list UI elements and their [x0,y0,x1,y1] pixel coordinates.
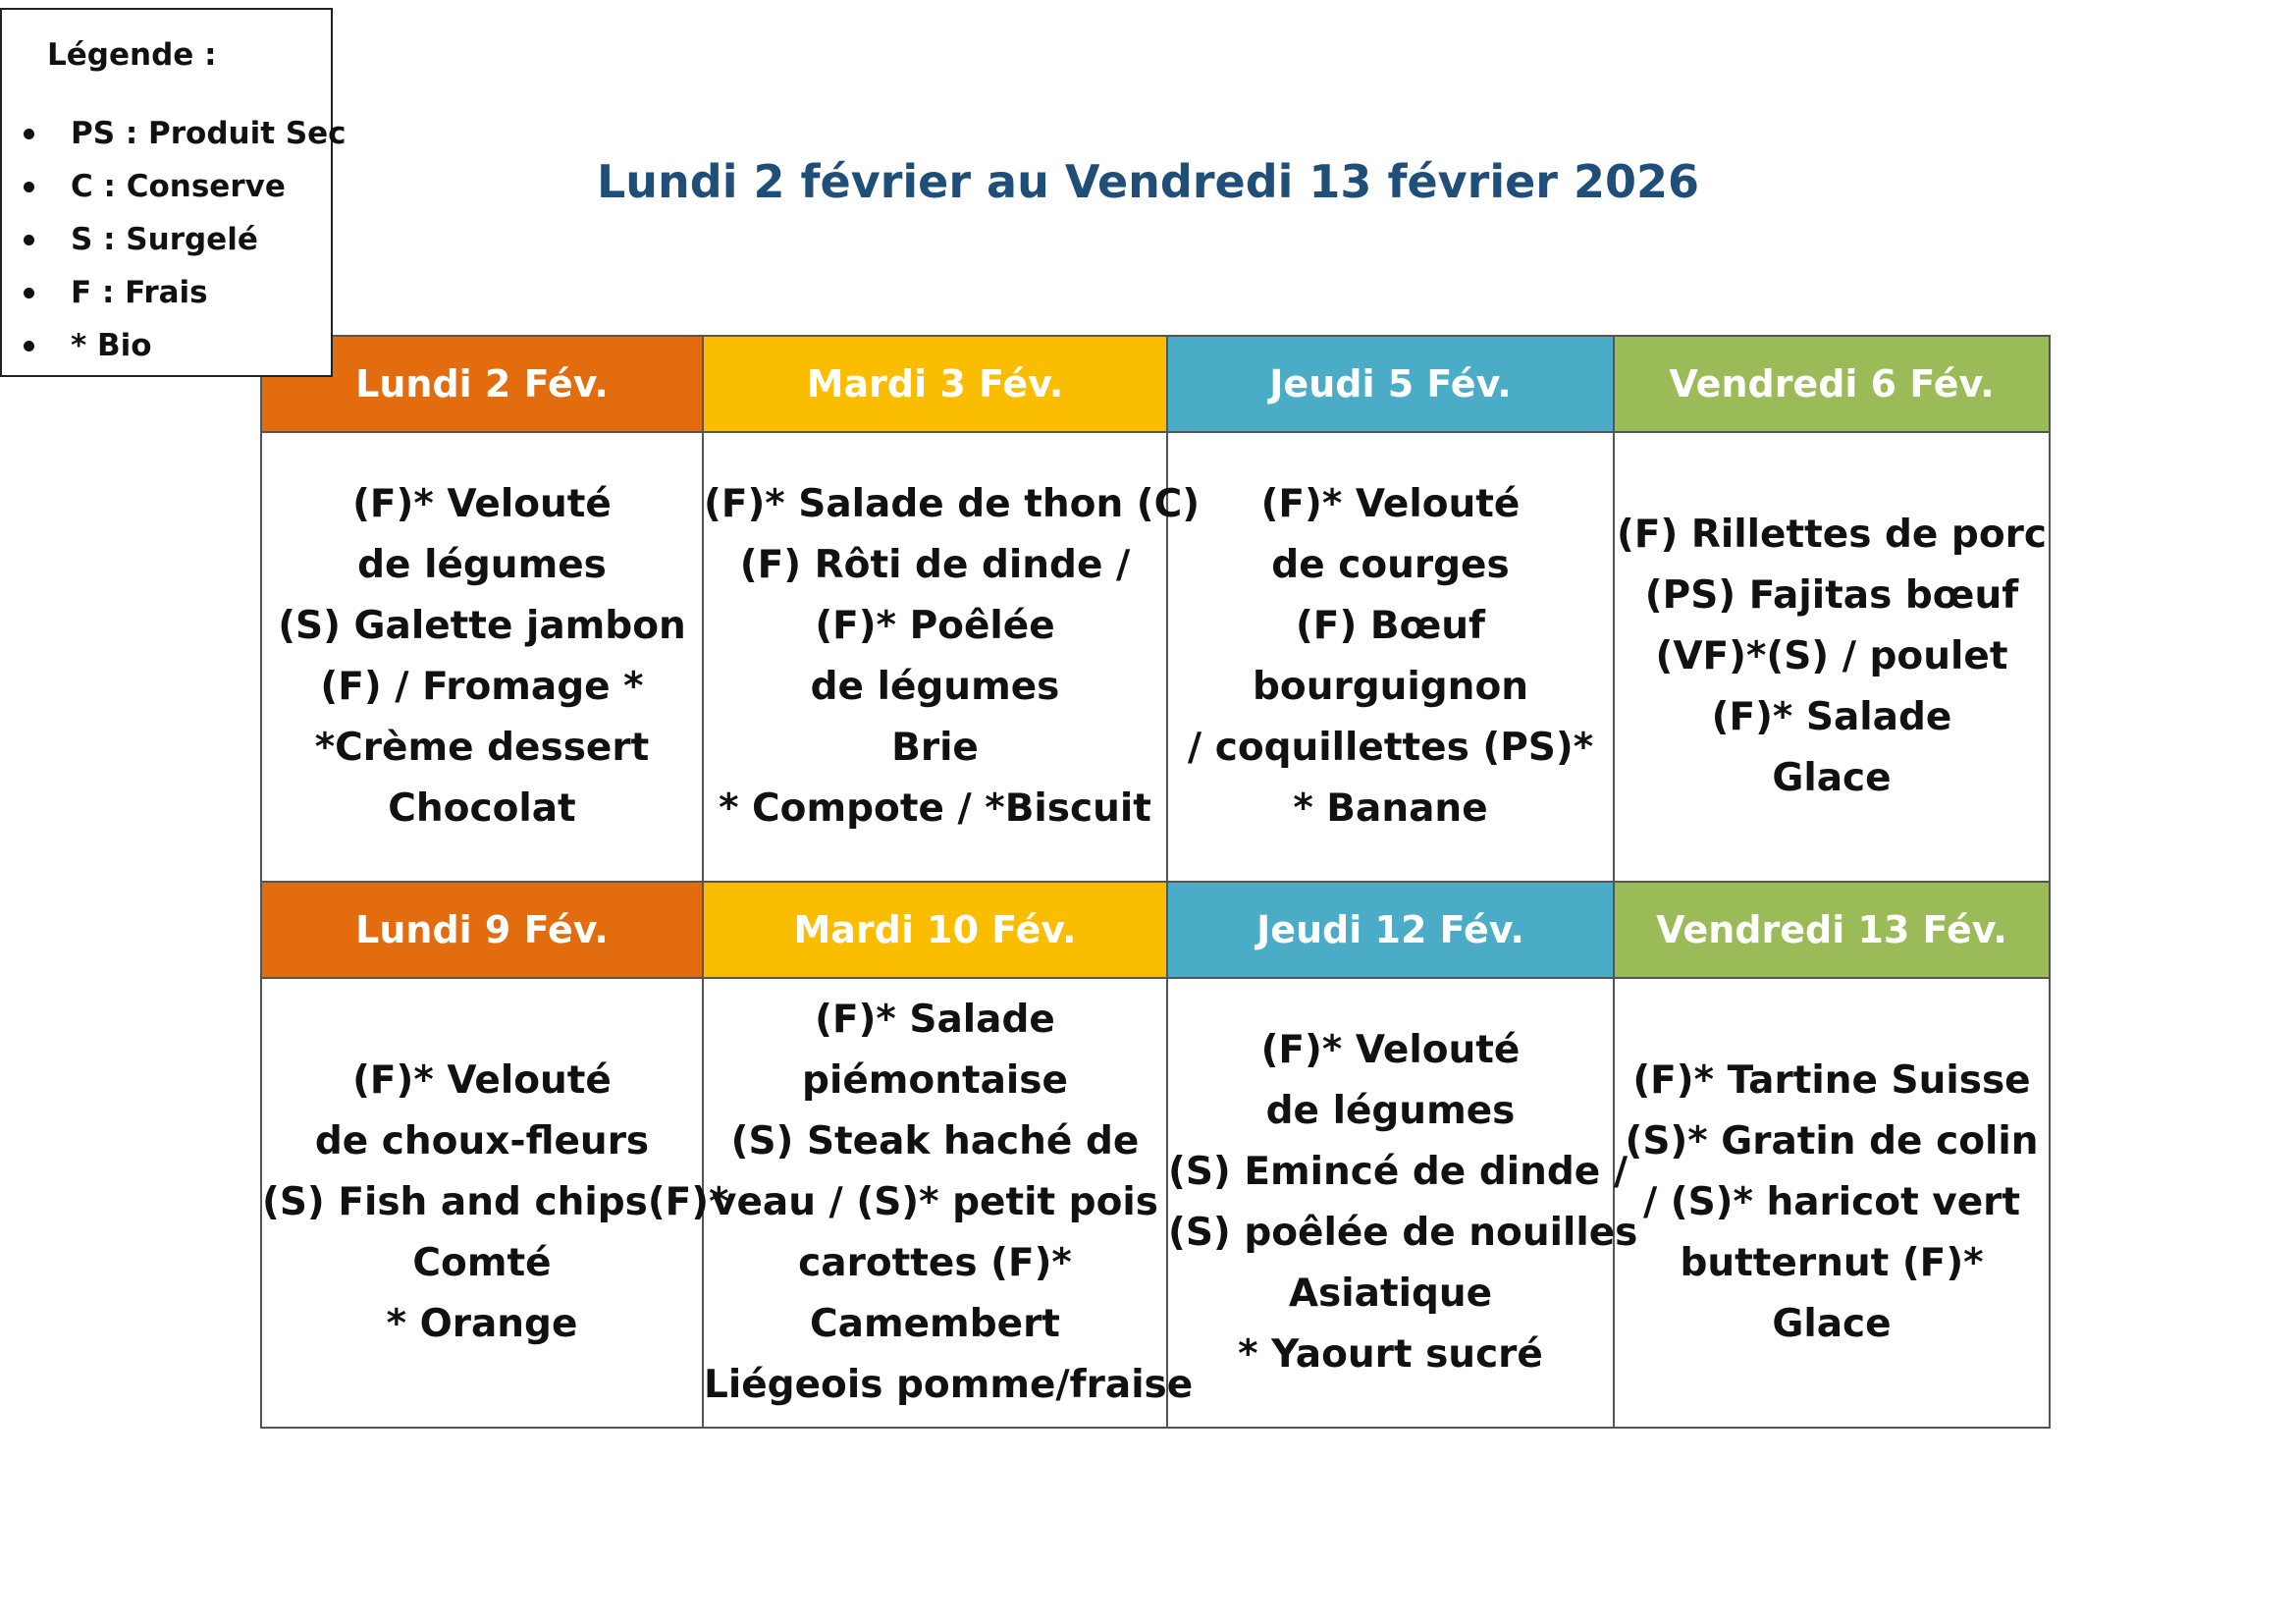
legend-item-label: F : Frais [71,275,208,310]
menu-line: Glace [1772,756,1892,800]
legend-item-label: * Bio [71,328,152,363]
menu-line: (PS) Fajitas bœuf [1644,573,2019,618]
menu-line: de légumes [810,665,1060,709]
menu-cell-mardi-3 [703,432,1201,882]
menu-cell-lundi-2 [261,432,703,882]
menu-cell-jeudi-12 [1167,978,1638,1428]
menu-line: (F)* Velouté [352,482,612,526]
menu-cell-vendredi-13 [1614,978,2050,1428]
week-1-header-row [261,336,2050,432]
menu-cell-vendredi-6 [1614,432,2050,882]
bullet-icon [24,341,34,352]
legend-item-label: C : Conserve [71,169,286,204]
day-header-jeudi-12: Jeudi 12 Fév. [1167,882,1614,978]
legend-item [2,218,347,271]
menu-line: (S) Galette jambon [278,604,686,648]
bullet-icon [24,182,34,192]
menu-line: de légumes [1265,1089,1516,1133]
week-1-menu-row [261,432,2050,882]
day-header-vendredi-13: Vendredi 13 Fév. [1614,882,2050,978]
page-title: Lundi 2 février au Vendredi 13 février 2026 [596,155,1700,208]
legend-item [2,324,347,377]
day-header-jeudi-5: Jeudi 5 Fév. [1167,336,1614,432]
menu-line: Asiatique [1288,1272,1493,1316]
legend-list [2,112,347,377]
legend-item-label: PS : Produit Sec [71,116,347,151]
menu-line: (S)* Gratin de colin [1625,1119,2039,1164]
legend-item-label: S : Surgelé [71,222,258,257]
menu-line: de choux-fleurs [314,1119,650,1164]
legend-item [2,271,347,324]
legend-item [2,165,347,218]
menu-table [260,335,2051,1429]
menu-line: (F)* Velouté [1260,1028,1521,1072]
day-header-vendredi-6: Vendredi 6 Fév. [1614,336,2050,432]
menu-line: butternut (F)* [1680,1241,1984,1285]
menu-line: Camembert [810,1302,1060,1346]
menu-line: (S) Emincé de dinde / [1168,1150,1629,1194]
menu-cell-lundi-9 [261,978,729,1428]
day-header-mardi-3: Mardi 3 Fév. [703,336,1167,432]
day-header-lundi-2: Lundi 2 Fév. [261,336,703,432]
menu-line: (F)* Salade [815,998,1055,1042]
menu-line: (F)* Velouté [352,1058,612,1103]
menu-line: de courges [1271,543,1510,587]
menu-line: de légumes [357,543,607,587]
bullet-icon [24,288,34,298]
menu-cell-jeudi-5 [1167,432,1614,882]
bullet-icon [24,235,34,245]
menu-line: (VF)*(S) / poulet [1655,634,2008,678]
menu-line: / coquillettes (PS)* [1187,726,1594,770]
week-2-menu-row [261,978,2050,1428]
week-2-header-row [261,882,2050,978]
menu-line: * Orange [386,1302,578,1346]
menu-line: Brie [891,726,979,770]
menu-line: Glace [1772,1302,1892,1346]
menu-line: * Yaourt sucré [1238,1332,1543,1377]
menu-line: (F)* Salade de thon (C) [704,482,1201,526]
menu-line: * Banane [1293,786,1488,831]
menu-line: Comté [412,1241,552,1285]
legend-item [2,112,347,165]
menu-line: bourguignon [1253,665,1528,709]
menu-line: * Compote / *Biscuit [719,786,1151,831]
menu-line: (S) poêlée de nouilles [1168,1211,1638,1255]
menu-line: (F) Rôti de dinde / [739,543,1131,587]
menu-line: (F)* Salade [1711,695,1952,739]
menu-line: (F) Bœuf [1295,604,1485,648]
menu-line: Liégeois pomme/fraise [704,1363,1194,1407]
legend-box [0,8,347,377]
menu-line: (F) / Fromage * [320,665,644,709]
menu-line: (F)* Velouté [1260,482,1521,526]
menu-line: *Crème dessert [314,726,650,770]
menu-line: carottes (F)* [798,1241,1072,1285]
bullet-icon [24,129,34,139]
menu-line: Chocolat [388,786,576,831]
menu-line: (F)* Poêlée [815,604,1055,648]
menu-line: veau / (S)* petit pois [712,1180,1158,1224]
day-header-lundi-9: Lundi 9 Fév. [261,882,703,978]
menu-line: (S) Fish and chips(F)* [262,1180,729,1224]
legend-title: Légende : [47,37,217,73]
menu-line: (F)* Tartine Suisse [1632,1058,2031,1103]
menu-line: / (S)* haricot vert [1642,1180,2021,1224]
menu-cell-mardi-10 [703,978,1194,1428]
menu-line: (F) Rillettes de porc [1617,513,2047,557]
day-header-mardi-10: Mardi 10 Fév. [703,882,1167,978]
menu-line: (S) Steak haché de [730,1119,1140,1164]
menu-line: piémontaise [802,1058,1068,1103]
